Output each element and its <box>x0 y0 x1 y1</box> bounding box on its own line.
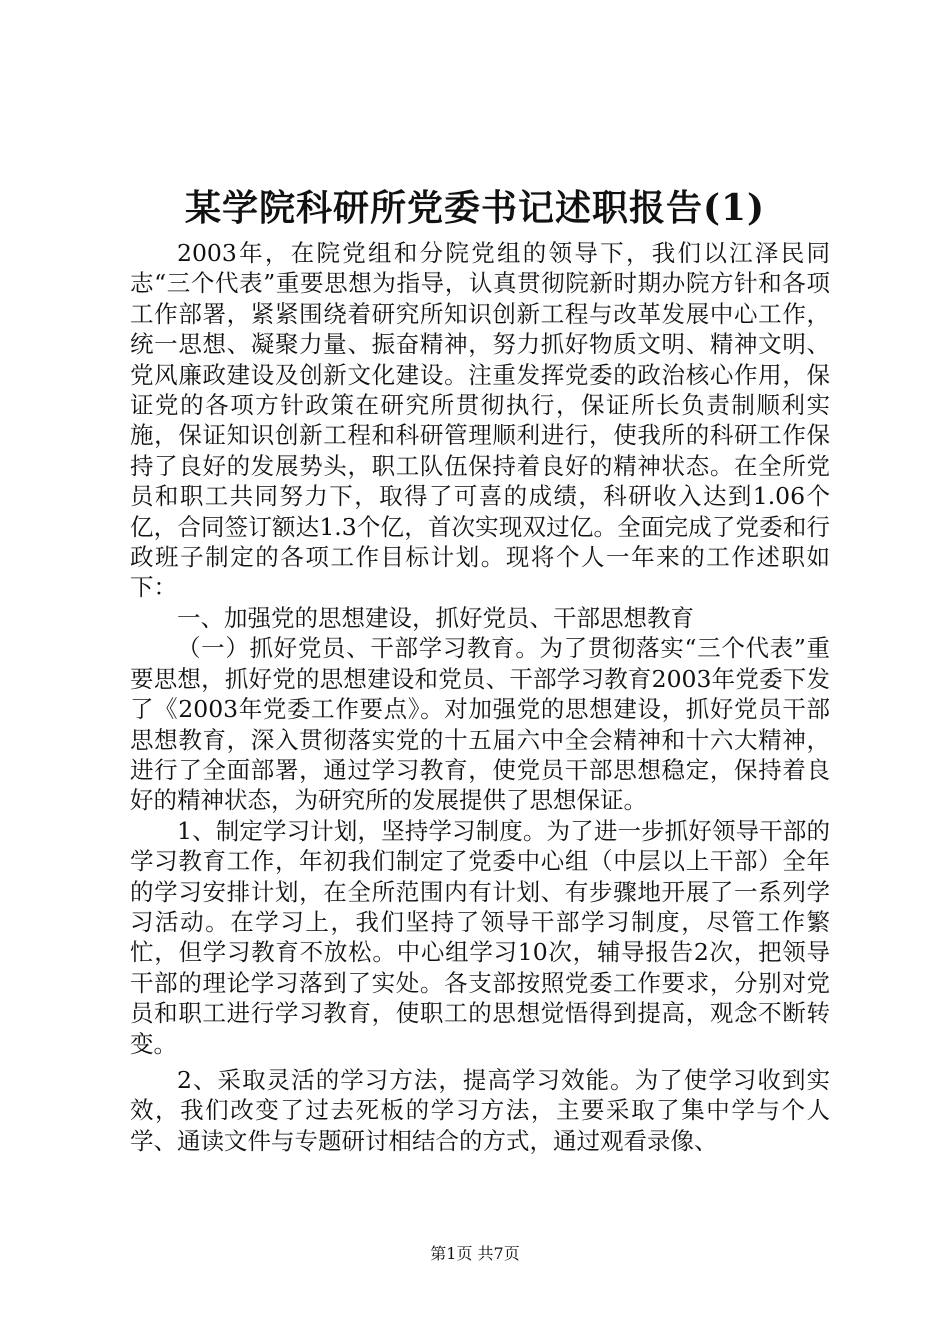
paragraph-item-1: 1、制定学习计划，坚持学习制度。为了进一步抓好领导干部的学习教育工作，年初我们制定了党委中心组（中层以上干部）全年的学习安排计划，在全所范围内有计划、有步骤地开展了一系列学习活动。在学习上，我们坚持了领导干部学习制度，尽管工作繁忙，但学习教育不放松。中心组学习10次，辅导报告2次，把领导干部的理论学习落到了实处。各支部按照党委工作要求，分别对党员和职工进行学习教育，使职工的思想觉悟得到提高，观念不断转变。 <box>130 816 830 1058</box>
paragraph-intro: 2003年，在院党组和分院党组的领导下，我们以江泽民同志“三个代表”重要思想为指导，认真贯彻院新时期办院方针和各项工作部署，紧紧围绕着研究所知识创新工程与改革发展中心工作，统一思想、凝聚力量、振奋精神，努力抓好物质文明、精神文明、党风廉政建设及创新文化建设。注重发挥党委的政治核心作用，保证党的各项方针政策在研究所贯彻执行，保证所长负责制顺利实施，保证知识创新工程和科研管理顺利进行，使我所的科研工作保持了良好的发展势头，职工队伍保持着良好的精神状态。在全所党员和职工共同努力下，取得了可喜的成绩，科研收入达到1.06个亿，合同签订额达1.3个亿，首次实现双过亿。全面完成了党委和行政班子制定的各项工作目标计划。现将个人一年来的工作述职如下： <box>130 239 830 602</box>
paragraph-subsection-1: （一）抓好党员、干部学习教育。为了贯彻落实“三个代表”重要思想，抓好党的思想建设和党员、干部学习教育2003年党委下发了《2003年党委工作要点》。对加强党的思想建设，抓好党员干部思想教育，深入贯彻落实党的十五届六中全会精神和十六大精神，进行了全面部署，通过学习教育，使党员干部思想稳定，保持着良好的精神状态，为研究所的发展提供了思想保证。 <box>130 634 830 815</box>
document-body <box>130 238 830 1156</box>
paragraph-item-2: 2、采取灵活的学习方法，提高学习效能。为了使学习收到实效，我们改变了过去死板的学习方法，主要采取了集中学与个人学、通读文件与专题研讨相结合的方式，通过观看录像、 <box>130 1065 830 1155</box>
document-title: 某学院科研所党委书记述职报告(1) <box>184 187 766 229</box>
section-heading-1: 一、加强党的思想建设，抓好党员、干部思想教育 <box>177 603 694 632</box>
page-number: 第1页 共7页 <box>430 1244 520 1263</box>
